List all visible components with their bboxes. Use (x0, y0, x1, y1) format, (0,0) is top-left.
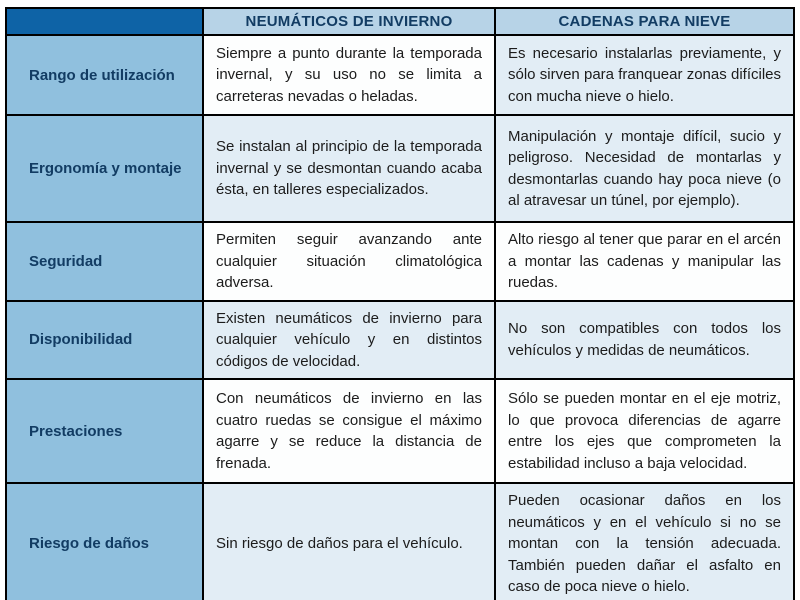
snow-chains-cell (496, 36, 793, 114)
winter-tires-cell (204, 116, 494, 221)
winter-tires-cell (204, 380, 494, 482)
cell-text: Manipulación y montaje difícil, sucio y peligroso. Necesidad de montarlas y desmontarlas cuando hay poca nieve (o al atravesar un túnel, por ejemplo). (508, 127, 781, 209)
cell-text: Pueden ocasionar daños en los neumáticos y en el vehículo si no se montan con la tensión adecuada. También pueden dañar el asfalto en caso de poca nieve o hielo. (508, 492, 781, 595)
cell-text: Sin riesgo de daños para el vehículo. (216, 535, 463, 552)
snow-chains-cell (496, 116, 793, 221)
cell-text: Existen neumáticos de invierno para cualquier vehículo y en distintos códigos de velocidad. (216, 309, 482, 370)
row-header-ergonomia-y-montaje: Ergonomía y montaje (7, 116, 202, 221)
cell-text: Se instalan al principio de la temporada invernal y se desmontan cuando acaba ésta, en talleres especializados. (216, 138, 482, 199)
column-header-snow-chains: CADENAS PARA NIEVE (496, 9, 793, 34)
row-header-seguridad: Seguridad (7, 223, 202, 300)
page (0, 7, 800, 600)
snow-chains-cell (496, 484, 793, 600)
table-corner-cell (7, 9, 202, 34)
winter-tires-cell (204, 302, 494, 379)
comparison-table (5, 7, 795, 600)
cell-text: Siempre a punto durante la temporada invernal, y su uso no se limita a carreteras nevadas o heladas. (216, 44, 482, 105)
row-header-rango-de-utilizacion: Rango de utilización (7, 36, 202, 114)
cell-text: Permiten seguir avanzando ante cualquier situación climatológica adversa. (216, 231, 482, 291)
snow-chains-cell (496, 302, 793, 379)
cell-text: Alto riesgo al tener que parar en el arcén a montar las cadenas y manipular las ruedas. (508, 231, 781, 291)
row-header-prestaciones: Prestaciones (7, 380, 202, 482)
cell-text: Sólo se pueden montar en el eje motriz, lo que provoca diferencias de agarre entre los ejes que comprometen la estabilidad incluso a baja velocidad. (508, 390, 781, 472)
snow-chains-cell (496, 380, 793, 482)
column-header-winter-tires: NEUMÁTICOS DE INVIERNO (204, 9, 494, 34)
row-header-riesgo-de-danos: Riesgo de daños (7, 484, 202, 600)
winter-tires-cell (204, 484, 494, 600)
cell-text: No son compatibles con todos los vehículos y medidas de neumáticos. (508, 320, 781, 359)
cell-text: Es necesario instalarlas previamente, y sólo sirven para franquear zonas difíciles con mucha nieve o hielo. (508, 44, 781, 105)
winter-tires-cell (204, 223, 494, 300)
snow-chains-cell (496, 223, 793, 300)
row-header-disponibilidad: Disponibilidad (7, 302, 202, 379)
cell-text: Con neumáticos de invierno en las cuatro ruedas se consigue el máximo agarre y se reduce la distancia de frenada. (216, 390, 482, 472)
winter-tires-cell (204, 36, 494, 114)
